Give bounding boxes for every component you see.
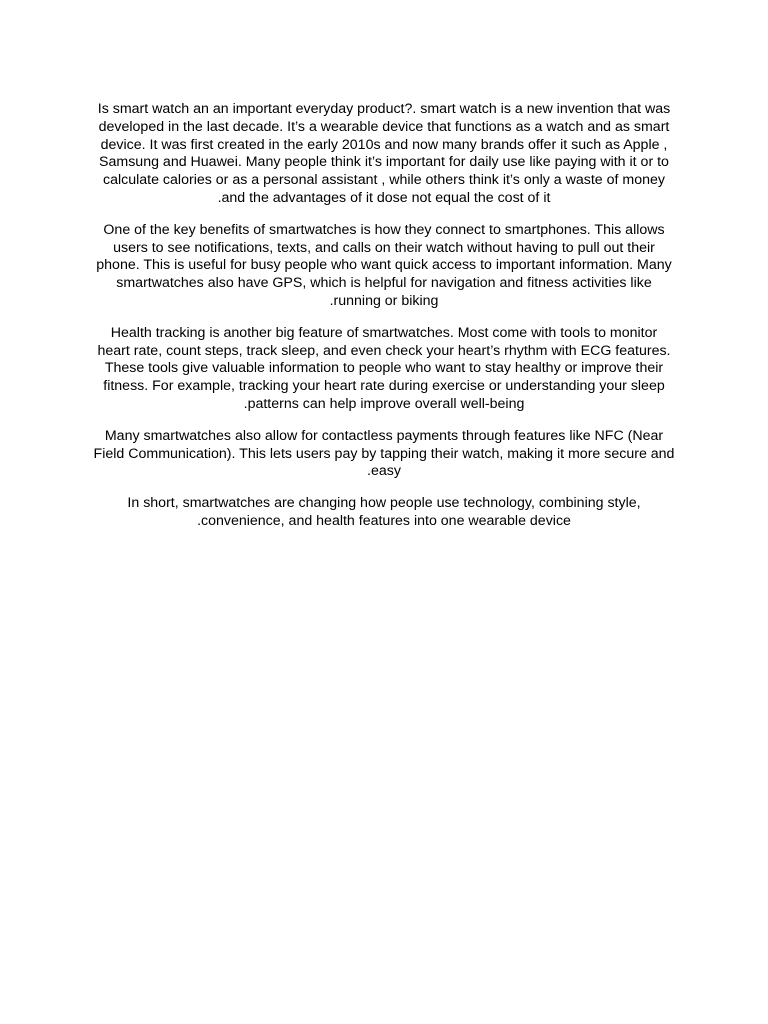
text-line: fitness. For example, tracking your heart rate during exercise or understanding your sleep [103,378,665,395]
text-line: calculate calories or as a personal assistant , while others think it’s only a waste of money [103,172,665,189]
text-line: Health tracking is another big feature of smartwatches. Most come with tools to monitor [110,324,658,341]
document-body [88,101,680,545]
text-line: One of the key benefits of smartwatches is how they connect to smartphones. This allows [103,221,665,238]
text-line: .convenience, and health features into one wearable device [197,512,571,529]
text-line: developed in the last decade. It’s a wearable device that functions as a watch and as smart [98,118,670,135]
text-line: users to see notifications, texts, and calls on their watch without having to pull out their [113,239,655,256]
text-line: phone. This is useful for busy people who want quick access to important information. Many [96,257,672,274]
paragraph-payments [88,428,680,481]
text-line: Samsung and Huawei. Many people think it’s important for daily use like paying with it or to [99,154,669,171]
paragraph-conclusion [88,495,680,531]
text-line: heart rate, count steps, track sleep, and even check your heart’s rhythm with ECG features. [97,342,671,359]
text-line: smartwatches also have GPS, which is helpful for navigation and fitness activities like [116,275,652,292]
paragraph-connectivity [88,222,680,311]
paragraph-intro [88,101,680,208]
text-line: device. It was first created in the early 2010s and now many brands offer it such as Apple , [100,136,668,153]
paragraph-health-tracking [88,325,680,414]
text-line: .running or biking [329,292,439,309]
text-line: Many smartwatches also allow for contactless payments through features like NFC (Near [104,427,664,444]
text-line: In short, smartwatches are changing how people use technology, combining style, [127,495,641,512]
text-line: These tools give valuable information to people who want to stay healthy or improve their [104,360,664,377]
text-line: Field Communication). This lets users pay by tapping their watch, making it more secure and [93,445,675,462]
text-line: .and the advantages of it dose not equal the cost of it [217,189,551,206]
text-line: Is smart watch an an important everyday product?. smart watch is a new invention that was [97,101,671,117]
text-line: .patterns can help improve overall well-being [243,395,525,412]
text-line: .easy [367,463,401,480]
